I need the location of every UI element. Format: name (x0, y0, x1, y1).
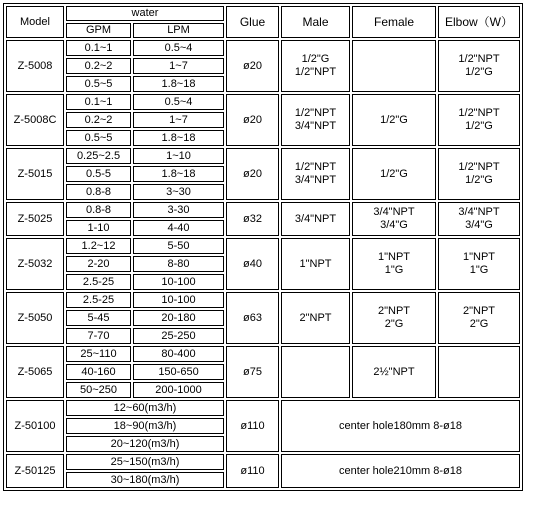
gpm-cell: 0.1~1 (66, 94, 131, 110)
flow-cell: 12~60(m3/h) (66, 400, 224, 416)
lpm-cell: 20-180 (133, 310, 224, 326)
female-cell (352, 148, 436, 200)
model-cell: Z-5008 (6, 40, 64, 92)
gpm-cell: 5-45 (66, 310, 131, 326)
connection-note-cell: center hole180mm 8-ø18 (281, 400, 520, 452)
header-row (6, 6, 520, 21)
female-cell-line: 2"G (384, 318, 404, 330)
female-cell (352, 202, 436, 236)
elbow-cell (438, 238, 520, 290)
female-cell (352, 346, 436, 398)
lpm-cell: 3~30 (133, 184, 224, 200)
gpm-cell: 0.5~5 (66, 76, 131, 92)
female-cell-line: 3/4"G (380, 219, 408, 231)
female-cell (352, 94, 436, 146)
male-cell (281, 94, 350, 146)
male-cell (281, 238, 350, 290)
male-cell (281, 202, 350, 236)
elbow-cell-line: 1/2"NPT (458, 161, 500, 173)
male-cell-line: 2"NPT (299, 311, 332, 324)
elbow-cell-line: 1/2"G (465, 174, 493, 186)
elbow-cell (438, 292, 520, 344)
elbow-cell-line: 1"NPT (462, 251, 496, 263)
flow-cell: 20~120(m3/h) (66, 436, 224, 452)
lpm-cell: 0.5~4 (133, 40, 224, 56)
male-cell (281, 292, 350, 344)
model-cell: Z-5032 (6, 238, 64, 290)
elbow-cell (438, 40, 520, 92)
lpm-cell: 8-80 (133, 256, 224, 272)
elbow-cell-line: 2"G (469, 318, 489, 330)
female-cell (352, 292, 436, 344)
table-row (6, 346, 520, 362)
table-row (6, 454, 520, 470)
table-row (6, 202, 520, 218)
gpm-cell: 0.25~2.5 (66, 148, 131, 164)
gpm-cell: 0.1~1 (66, 40, 131, 56)
lpm-cell: 1~10 (133, 148, 224, 164)
elbow-cell-line: 1/2"NPT (458, 107, 500, 119)
table-row (6, 94, 520, 110)
model-cell: Z-5025 (6, 202, 64, 236)
table-row (6, 292, 520, 308)
lpm-cell: 10-100 (133, 292, 224, 308)
glue-cell: ø110 (226, 454, 279, 488)
male-cell-line: 1/2"G (301, 53, 330, 65)
male-cell-line: 1/2"NPT (294, 66, 337, 78)
elbow-cell (438, 94, 520, 146)
spec-table (3, 3, 523, 491)
glue-cell: ø20 (226, 94, 279, 146)
gpm-cell: 50~250 (66, 382, 131, 398)
gpm-cell: 0.5-5 (66, 166, 131, 182)
gpm-cell: 2-20 (66, 256, 131, 272)
elbow-cell-line: 1"G (469, 264, 489, 276)
gpm-cell: 0.5~5 (66, 130, 131, 146)
model-cell: Z-50125 (6, 454, 64, 488)
elbow-header: Elbow（W） (438, 6, 520, 38)
water-header: water (66, 6, 224, 21)
elbow-cell (438, 202, 520, 236)
glue-cell: ø20 (226, 40, 279, 92)
model-cell: Z-5065 (6, 346, 64, 398)
gpm-cell: 2.5-25 (66, 274, 131, 290)
elbow-cell-line: 1/2"G (465, 120, 493, 132)
lpm-cell: 1~7 (133, 112, 224, 128)
lpm-cell: 4-40 (133, 220, 224, 236)
gpm-cell: 7-70 (66, 328, 131, 344)
gpm-header: GPM (66, 23, 131, 38)
glue-cell: ø20 (226, 148, 279, 200)
model-cell: Z-5015 (6, 148, 64, 200)
female-header: Female (352, 6, 436, 38)
lpm-cell: 150-650 (133, 364, 224, 380)
female-cell-line: 1"G (384, 264, 404, 276)
lpm-cell: 1.8~18 (133, 76, 224, 92)
table-row (6, 148, 520, 164)
glue-cell: ø63 (226, 292, 279, 344)
male-cell-line: 1/2"NPT (294, 161, 337, 173)
male-cell (281, 148, 350, 200)
male-cell-line: 3/4"NPT (294, 174, 337, 186)
lpm-cell: 25-250 (133, 328, 224, 344)
glue-cell: ø32 (226, 202, 279, 236)
flow-cell: 25~150(m3/h) (66, 454, 224, 470)
lpm-cell: 5-50 (133, 238, 224, 254)
lpm-cell: 200-1000 (133, 382, 224, 398)
model-cell: Z-5008C (6, 94, 64, 146)
female-cell (352, 40, 436, 92)
flow-cell: 18~90(m3/h) (66, 418, 224, 434)
female-cell-line: 1"NPT (377, 251, 411, 263)
gpm-cell: 25~110 (66, 346, 131, 362)
male-cell-line: 3/4"NPT (294, 120, 337, 132)
table-row (6, 400, 520, 416)
model-cell: Z-50100 (6, 400, 64, 452)
male-cell-line: 3/4"NPT (294, 212, 337, 225)
flow-cell: 30~180(m3/h) (66, 472, 224, 488)
lpm-header: LPM (133, 23, 224, 38)
model-header: Model (6, 6, 64, 38)
lpm-cell: 0.5~4 (133, 94, 224, 110)
lpm-cell: 80-400 (133, 346, 224, 362)
elbow-cell-line: 1/2"G (465, 66, 493, 78)
elbow-cell-line: 3/4"G (465, 219, 493, 231)
lpm-cell: 1.8~18 (133, 130, 224, 146)
male-header: Male (281, 6, 350, 38)
glue-cell: ø40 (226, 238, 279, 290)
lpm-cell: 1~7 (133, 58, 224, 74)
elbow-cell-line: 3/4"NPT (458, 206, 500, 218)
glue-cell: ø110 (226, 400, 279, 452)
elbow-cell (438, 346, 520, 398)
male-cell-line: 1"NPT (299, 257, 332, 270)
connection-note-cell: center hole210mm 8-ø18 (281, 454, 520, 488)
elbow-cell (438, 148, 520, 200)
male-cell-line: 1/2"NPT (294, 107, 337, 119)
gpm-cell: 0.8-8 (66, 184, 131, 200)
male-cell (281, 346, 350, 398)
gpm-cell: 0.2~2 (66, 112, 131, 128)
female-cell-line: 1/2"G (380, 167, 408, 180)
elbow-cell-line: 1/2"NPT (458, 53, 500, 65)
gpm-cell: 1-10 (66, 220, 131, 236)
lpm-cell: 3-30 (133, 202, 224, 218)
gpm-cell: 2.5-25 (66, 292, 131, 308)
elbow-cell-line: 2"NPT (462, 305, 496, 317)
spec-table-body (6, 6, 520, 488)
female-cell-line: 2½"NPT (373, 365, 415, 378)
gpm-cell: 40-160 (66, 364, 131, 380)
male-cell (281, 40, 350, 92)
lpm-cell: 10-100 (133, 274, 224, 290)
female-cell-line: 1/2"G (380, 113, 408, 126)
model-cell: Z-5050 (6, 292, 64, 344)
table-row (6, 40, 520, 56)
gpm-cell: 1.2~12 (66, 238, 131, 254)
female-cell-line: 2"NPT (377, 305, 411, 317)
glue-cell: ø75 (226, 346, 279, 398)
glue-header: Glue (226, 6, 279, 38)
gpm-cell: 0.2~2 (66, 58, 131, 74)
female-cell-line: 3/4"NPT (373, 206, 415, 218)
lpm-cell: 1.8~18 (133, 166, 224, 182)
female-cell (352, 238, 436, 290)
gpm-cell: 0.8-8 (66, 202, 131, 218)
table-row (6, 238, 520, 254)
